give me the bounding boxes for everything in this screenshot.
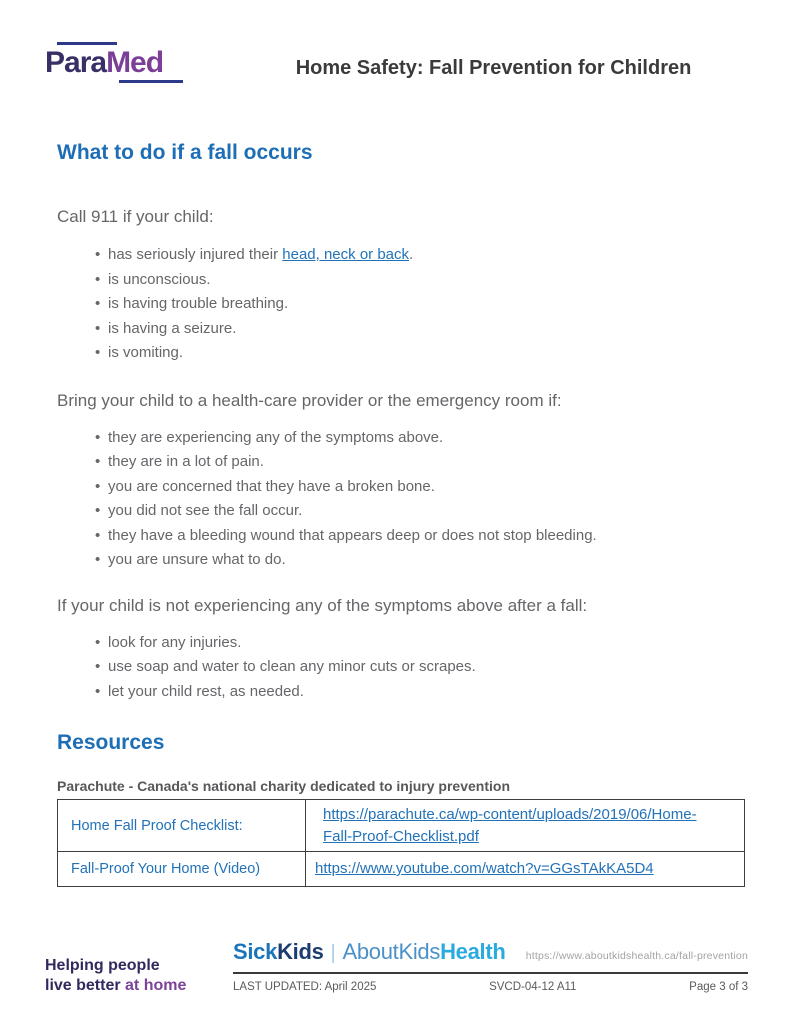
intro-emergency-room: Bring your child to a health-care provider or the emergency room if: (57, 390, 562, 410)
logo-separator: | (330, 942, 336, 964)
document-code: SVCD-04-12 A11 (489, 981, 577, 993)
table-row (58, 852, 745, 887)
list-item: • let your child rest, as needed. (108, 680, 746, 705)
list-item: • is unconscious. (108, 268, 746, 293)
resources-subheading: Parachute - Canada's national charity dedicated to injury prevention (57, 778, 510, 794)
list-item: • look for any injuries. (108, 631, 746, 656)
footer-block (233, 939, 748, 993)
list-item: • is vomiting. (108, 341, 746, 366)
list-item: • they are experiencing any of the symptoms above. (108, 426, 746, 451)
emergency-room-list (57, 426, 746, 573)
footer-meta-row (233, 981, 748, 993)
list-item-text: has seriously injured their (108, 246, 283, 263)
list-item: • you are concerned that they have a broken bone. (108, 475, 746, 500)
logo-top-rule (57, 42, 117, 45)
resource-label: Home Fall Proof Checklist: (58, 800, 306, 852)
list-item: • use soap and water to clean any minor cuts or scrapes. (108, 655, 746, 680)
table-row (58, 800, 745, 852)
footer-divider (233, 972, 748, 974)
intro-call-911: Call 911 if your child: (57, 207, 214, 226)
paramed-logo (45, 42, 195, 83)
footer-url: https://www.aboutkidshealth.ca/fall-prevention (525, 950, 748, 962)
paramed-tagline (45, 956, 186, 996)
logo-part-para: Para (45, 46, 107, 79)
call-911-list (57, 243, 746, 366)
list-item (108, 243, 746, 268)
list-item: • they are in a lot of pain. (108, 450, 746, 475)
footer-logo-row (233, 939, 748, 966)
page-title: Home Safety: Fall Prevention for Children (295, 57, 692, 79)
logo-part-kids: Kids (277, 939, 324, 964)
logo-part-about: About (342, 939, 399, 964)
last-updated-text: LAST UPDATED: April 2025 (233, 981, 377, 993)
list-item: • they have a bleeding wound that appears deep or does not stop bleeding. (108, 524, 746, 549)
page-header (45, 42, 746, 83)
logo-part-sick: Sick (233, 939, 278, 964)
paramed-logo-text (45, 46, 195, 80)
list-item: • you did not see the fall occur. (108, 499, 746, 524)
video-link[interactable]: https://www.youtube.com/watch?v=GGsTAkKA5D4 (315, 860, 654, 877)
checklist-link[interactable]: https://parachute.ca/wp-content/uploads/2019/06/Home-Fall-Proof-Checklist.pdf (323, 805, 697, 845)
page-number: Page 3 of 3 (689, 981, 748, 993)
no-symptoms-list (57, 631, 746, 705)
section-heading-resources: Resources (57, 731, 165, 754)
tagline-line-1: Helping people (45, 957, 160, 974)
tagline-live-better: live better (45, 977, 126, 994)
main-content (57, 140, 746, 887)
intro-no-symptoms: If your child is not experiencing any of the symptoms above after a fall: (57, 595, 588, 615)
resource-label: Fall-Proof Your Home (Video) (58, 852, 306, 887)
sickkids-aboutkidshealth-logo (233, 939, 506, 966)
list-item: • you are unsure what to do. (108, 548, 746, 573)
list-item-text: . (409, 246, 414, 263)
list-item: • is having trouble breathing. (108, 292, 746, 317)
section-heading-fall-occurs: What to do if a fall occurs (57, 141, 313, 164)
list-item: • is having a seizure. (108, 317, 746, 342)
tagline-at-home: at home (125, 977, 187, 994)
logo-part-kids2: Kids (398, 939, 441, 964)
resources-table (57, 799, 745, 887)
tagline-line-2 (45, 976, 186, 996)
head-neck-back-link[interactable]: head, neck or back (282, 246, 410, 263)
logo-part-health: Health (440, 939, 506, 964)
logo-part-med: Med (106, 46, 164, 79)
logo-bottom-rule (119, 80, 183, 83)
